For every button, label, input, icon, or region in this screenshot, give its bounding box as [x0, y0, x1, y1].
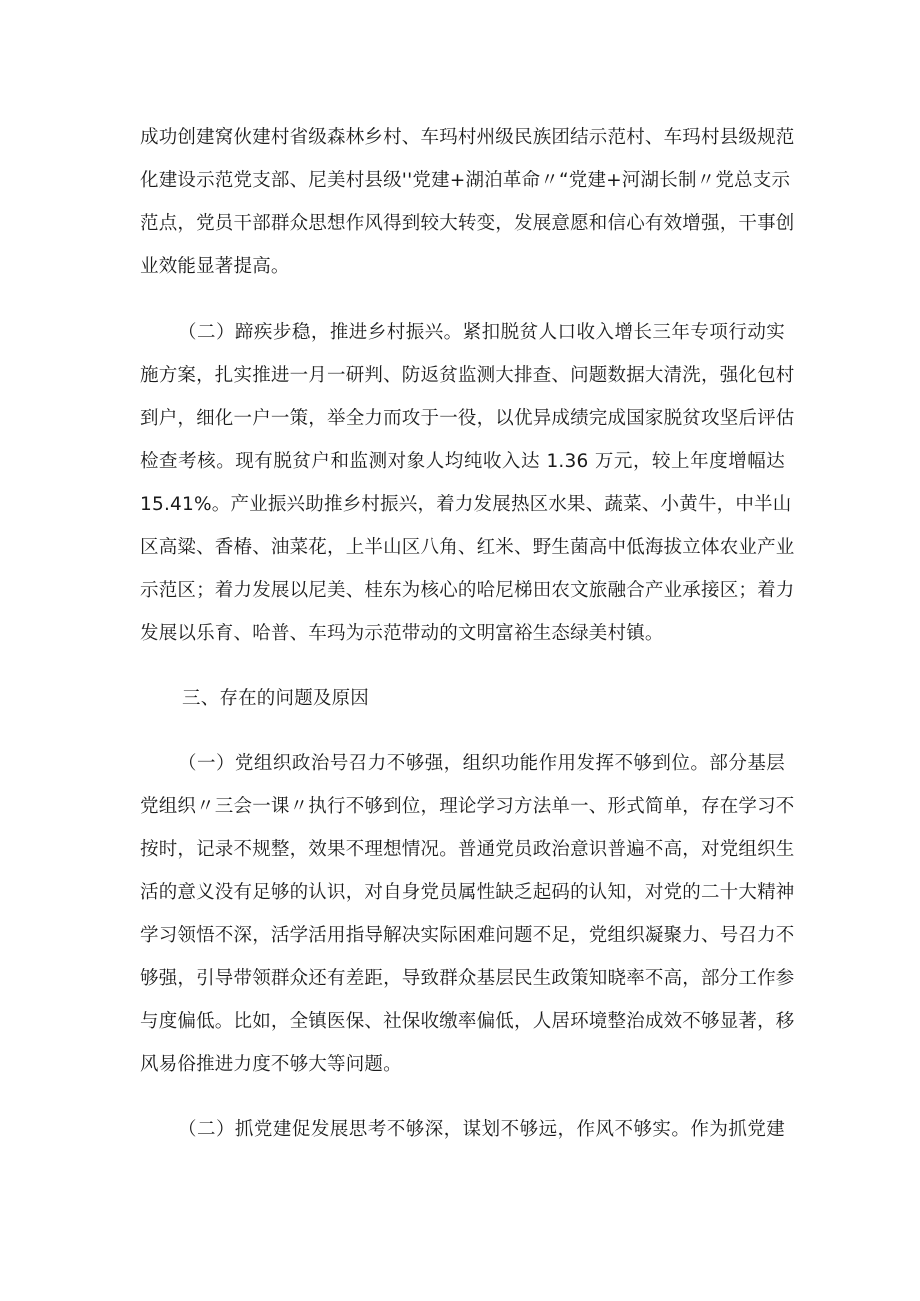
paragraph-line: 15.41%。产业振兴助推乡村振兴，着力发展热区水果、蔬菜、小黄牛，中半山	[140, 494, 792, 515]
paragraph-line: 化建设示范党支部、尼美村县级''党建+湖泊革命〃“党建+河湖长制〃党总支示	[140, 170, 791, 191]
paragraph-line: 风易俗推进力度不够大等问题。	[140, 1054, 402, 1075]
paragraph-line: （二）蹄疾步稳，推进乡村振兴。紧扣脱贫人口收入增长三年专项行动实	[178, 322, 785, 343]
paragraph-line: 区高粱、香椿、油菜花，上半山区八角、红米、野生菌高中低海拔立体农业产业	[140, 537, 795, 558]
paragraph-line: 施方案，扎实推进一月一研判、防返贫监测大排查、问题数据大清洗，强化包村	[140, 365, 795, 386]
paragraph-line: 成功创建窝伙建村省级森林乡村、车玛村州级民族团结示范村、车玛村县级规范	[140, 127, 795, 148]
paragraph-line: 示范区；着力发展以尼美、桂东为核心的哈尼梯田农文旅融合产业承接区；着力	[140, 580, 795, 601]
section-heading: 三、存在的问题及原因	[182, 688, 370, 709]
paragraph-line: 学习领悟不深，活学活用指导解决实际困难问题不足，党组织凝聚力、号召力不	[140, 925, 795, 946]
paragraph-line: （一）党组织政治号召力不够强，组织功能作用发挥不够到位。部分基层	[178, 753, 785, 774]
paragraph-line: 业效能显著提高。	[140, 256, 290, 277]
paragraph-line: （二）抓党建促发展思考不够深，谋划不够远，作风不够实。作为抓党建	[178, 1119, 785, 1140]
paragraph-line: 发展以乐育、哈普、车玛为示范带动的文明富裕生态绿美村镇。	[140, 623, 664, 644]
paragraph-line: 与度偏低。比如，全镇医保、社保收缴率偏低，人居环境整治成效不够显著，移	[140, 1011, 795, 1032]
paragraph-line: 活的意义没有足够的认识，对自身党员属性缺乏起码的认知，对党的二十大精神	[140, 882, 795, 903]
paragraph-line: 到户，细化一户一策，举全力而攻于一役，以优异成绩完成国家脱贫攻坚后评估	[140, 408, 795, 429]
paragraph-line: 党组织〃三会一课〃执行不够到位，理论学习方法单一、形式简单，存在学习不	[140, 796, 795, 817]
paragraph-line: 够强，引导带领群众还有差距，导致群众基层民生政策知晓率不高，部分工作参	[140, 968, 795, 989]
paragraph-line: 检查考核。现有脱贫户和监测对象人均纯收入达 1.36 万元，较上年度增幅达	[140, 451, 785, 472]
paragraph-line: 范点，党员干部群众思想作风得到较大转变，发展意愿和信心有效增强，干事创	[140, 213, 795, 234]
paragraph-line: 按时，记录不规整，效果不理想情况。普通党员政治意识普遍不高，对党组织生	[140, 839, 795, 860]
